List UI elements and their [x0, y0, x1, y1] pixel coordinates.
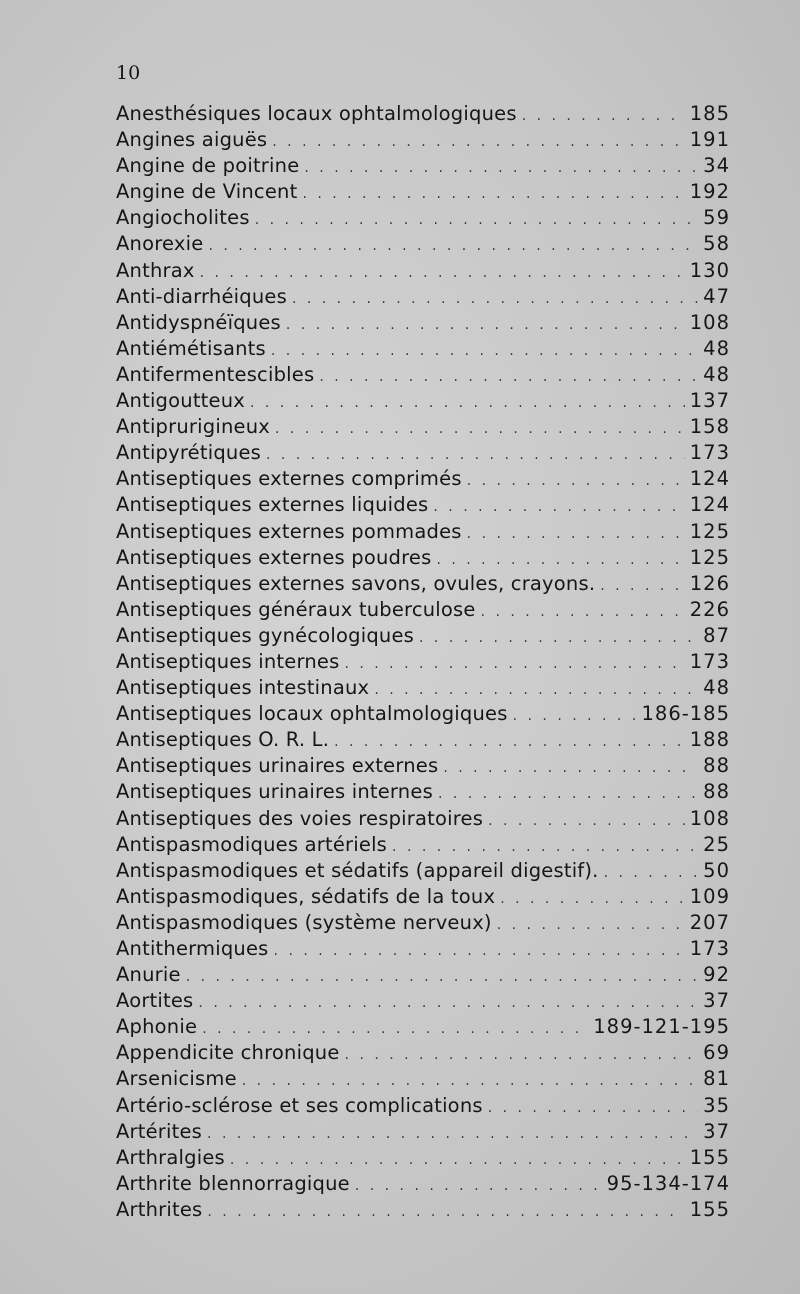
entry-label: Angine de Vincent [116, 180, 298, 204]
leader-dots [304, 155, 698, 181]
index-entry [116, 492, 730, 518]
entry-page-numbers: 108 [689, 806, 730, 830]
index-entry [116, 336, 730, 362]
leader-dots [600, 573, 685, 599]
leader-dots [522, 103, 685, 129]
entry-page-numbers: 130 [689, 258, 730, 282]
entry-page-numbers: 92 [703, 963, 730, 987]
index-entry [116, 962, 730, 988]
index-entry [116, 675, 730, 701]
entry-page-numbers: 125 [689, 545, 730, 569]
entry-page-numbers: 37 [703, 1119, 730, 1143]
leader-dots [513, 703, 637, 729]
entry-label: Anesthésiques locaux ophtalmologiques [116, 102, 517, 125]
index-entry [116, 1171, 730, 1197]
entry-label: Antiseptiques externes savons, ovules, crayons. [116, 571, 596, 595]
leader-dots [443, 755, 698, 781]
entry-label: Artério-sclérose et ses complications [116, 1093, 483, 1117]
index-entry [116, 1040, 730, 1066]
entry-label: Antiémétisants [116, 336, 266, 360]
entry-page-numbers: 191 [689, 128, 730, 152]
index-entry [116, 440, 730, 466]
leader-dots [467, 521, 685, 547]
index-list [116, 101, 730, 1223]
leader-dots [481, 599, 685, 625]
index-entry [116, 936, 730, 962]
entry-page-numbers: 88 [703, 754, 730, 778]
leader-dots [271, 338, 698, 364]
index-entry [116, 988, 730, 1014]
entry-label: Anorexie [116, 232, 204, 256]
entry-label: Antispasmodiques et sédatifs (appareil digestif). [116, 858, 599, 882]
entry-page-numbers: 37 [703, 989, 730, 1013]
index-entry [116, 310, 730, 336]
index-entry [116, 414, 730, 440]
leader-dots [392, 834, 698, 860]
index-entry [116, 101, 730, 127]
entry-page-numbers: 155 [689, 1197, 730, 1221]
entry-page-numbers: 173 [689, 441, 730, 465]
entry-label: Anthrax [116, 258, 195, 282]
entry-label: Arsenicisme [116, 1067, 237, 1091]
index-entry [116, 623, 730, 649]
entry-label: Antispasmodiques, sédatifs de la toux [116, 884, 496, 908]
entry-page-numbers: 109 [689, 884, 730, 908]
entry-label: Antiseptiques urinaires internes [116, 780, 433, 804]
entry-label: Appendicite chronique [116, 1041, 340, 1065]
entry-page-numbers: 186-185 [641, 702, 730, 726]
entry-page-numbers: 173 [689, 937, 730, 960]
leader-dots [207, 1199, 684, 1225]
index-entry [116, 1014, 730, 1040]
entry-label: Antiseptiques locaux ophtalmologiques [116, 702, 508, 726]
index-entry [116, 466, 730, 492]
entry-label: Antidyspnéïques [116, 310, 281, 334]
entry-label: Antifermentescibles [116, 362, 315, 386]
entry-page-numbers: 124 [689, 467, 730, 491]
leader-dots [344, 651, 684, 677]
index-entry [116, 362, 730, 388]
entry-page-numbers: 173 [689, 649, 730, 673]
entry-page-numbers: 81 [703, 1067, 730, 1091]
entry-label: Antithermiques [116, 937, 269, 960]
page-number: 10 [116, 62, 141, 84]
index-entry [116, 545, 730, 571]
entry-label: Arthralgies [116, 1145, 225, 1169]
entry-label: Anti-diarrhéiques [116, 284, 287, 308]
entry-page-numbers: 207 [689, 910, 730, 934]
index-entry [116, 806, 730, 832]
leader-dots [302, 181, 684, 207]
entry-page-numbers: 87 [703, 623, 730, 647]
entry-page-numbers: 48 [703, 336, 730, 360]
leader-dots [255, 207, 698, 233]
index-entry [116, 1119, 730, 1145]
index-entry [116, 284, 730, 310]
leader-dots [355, 1173, 602, 1199]
leader-dots [438, 781, 698, 807]
entry-label: Artérites [116, 1119, 203, 1143]
entry-label: Antispasmodiques artériels [116, 832, 388, 856]
leader-dots [500, 886, 685, 912]
entry-label: Arthrite blennorragique [116, 1171, 350, 1195]
leader-dots [186, 964, 698, 990]
index-entry [116, 127, 730, 153]
entry-label: Antispasmodiques (système nerveux) [116, 910, 492, 934]
entry-page-numbers: 137 [689, 389, 730, 413]
leader-dots [272, 129, 684, 155]
entry-page-numbers: 108 [689, 310, 730, 334]
entry-page-numbers: 48 [703, 676, 730, 700]
leader-dots [274, 938, 685, 964]
index-entry [116, 884, 730, 910]
entry-page-numbers: 88 [703, 780, 730, 804]
entry-label: Antiseptiques généraux tuberculose [116, 597, 476, 621]
entry-page-numbers: 125 [689, 519, 730, 543]
leader-dots [286, 312, 685, 338]
entry-label: Antiseptiques externes poudres [116, 545, 432, 569]
leader-dots [275, 416, 685, 442]
entry-page-numbers: 155 [689, 1145, 730, 1169]
leader-dots [604, 860, 699, 886]
index-entry [116, 571, 730, 597]
entry-label: Angiocholites [116, 206, 250, 230]
entry-label: Antigoutteux [116, 389, 246, 413]
entry-page-numbers: 34 [703, 154, 730, 178]
entry-label: Antiseptiques externes comprimés [116, 467, 462, 491]
index-entry [116, 753, 730, 779]
entry-page-numbers: 189-121-195 [593, 1015, 730, 1039]
leader-dots [292, 286, 698, 312]
index-entry [116, 179, 730, 205]
index-entry [116, 1093, 730, 1119]
entry-page-numbers: 185 [689, 102, 730, 125]
leader-dots [250, 390, 685, 416]
entry-page-numbers: 188 [689, 728, 730, 752]
index-entry [116, 231, 730, 257]
entry-page-numbers: 124 [689, 493, 730, 517]
leader-dots [419, 625, 698, 651]
entry-page-numbers: 226 [689, 597, 730, 621]
index-entry [116, 701, 730, 727]
leader-dots [433, 494, 684, 520]
leader-dots [242, 1068, 698, 1094]
entry-label: Antiseptiques externes liquides [116, 493, 429, 517]
entry-page-numbers: 48 [703, 362, 730, 386]
entry-label: Antiseptiques gynécologiques [116, 623, 415, 647]
index-entry [116, 910, 730, 936]
entry-page-numbers: 25 [703, 832, 730, 856]
index-entry [116, 258, 730, 284]
leader-dots [198, 990, 698, 1016]
leader-dots [488, 1095, 698, 1121]
leader-dots [374, 677, 698, 703]
entry-page-numbers: 95-134-174 [606, 1171, 730, 1195]
entry-page-numbers: 192 [689, 180, 730, 204]
index-entry [116, 858, 730, 884]
entry-label: Arthrites [116, 1197, 203, 1221]
leader-dots [200, 260, 685, 286]
leader-dots [319, 364, 698, 390]
leader-dots [266, 442, 685, 468]
leader-dots [334, 729, 685, 755]
entry-label: Antiseptiques externes pommades [116, 519, 462, 543]
entry-page-numbers: 35 [703, 1093, 730, 1117]
entry-label: Angine de poitrine [116, 154, 300, 178]
leader-dots [202, 1016, 588, 1042]
entry-label: Antiseptiques des voies respiratoires [116, 806, 484, 830]
index-entry [116, 519, 730, 545]
entry-page-numbers: 59 [703, 206, 730, 230]
index-entry [116, 1197, 730, 1223]
entry-page-numbers: 58 [703, 232, 730, 256]
entry-label: Anurie [116, 963, 181, 987]
leader-dots [207, 1121, 698, 1147]
entry-label: Angines aiguës [116, 128, 268, 152]
entry-label: Antiprurigineux [116, 415, 271, 439]
leader-dots [230, 1147, 685, 1173]
leader-dots [488, 808, 685, 834]
entry-page-numbers: 126 [689, 571, 730, 595]
leader-dots [467, 468, 685, 494]
index-entry [116, 153, 730, 179]
leader-dots [208, 233, 698, 259]
entry-label: Antipyrétiques [116, 441, 262, 465]
entry-page-numbers: 50 [703, 858, 730, 882]
index-entry [116, 1145, 730, 1171]
entry-label: Antiseptiques internes [116, 649, 340, 673]
index-entry [116, 779, 730, 805]
entry-page-numbers: 69 [703, 1041, 730, 1065]
entry-label: Antiseptiques intestinaux [116, 676, 370, 700]
index-entry [116, 205, 730, 231]
index-entry [116, 727, 730, 753]
index-entry [116, 1066, 730, 1092]
entry-page-numbers: 158 [689, 415, 730, 439]
index-entry [116, 649, 730, 675]
index-entry [116, 832, 730, 858]
index-entry [116, 597, 730, 623]
index-entry [116, 388, 730, 414]
leader-dots [345, 1042, 699, 1068]
leader-dots [497, 912, 685, 938]
leader-dots [436, 547, 684, 573]
entry-label: Antiseptiques O. R. L. [116, 728, 330, 752]
entry-page-numbers: 47 [703, 284, 730, 308]
entry-label: Aortites [116, 989, 194, 1013]
entry-label: Aphonie [116, 1015, 198, 1039]
entry-label: Antiseptiques urinaires externes [116, 754, 439, 778]
